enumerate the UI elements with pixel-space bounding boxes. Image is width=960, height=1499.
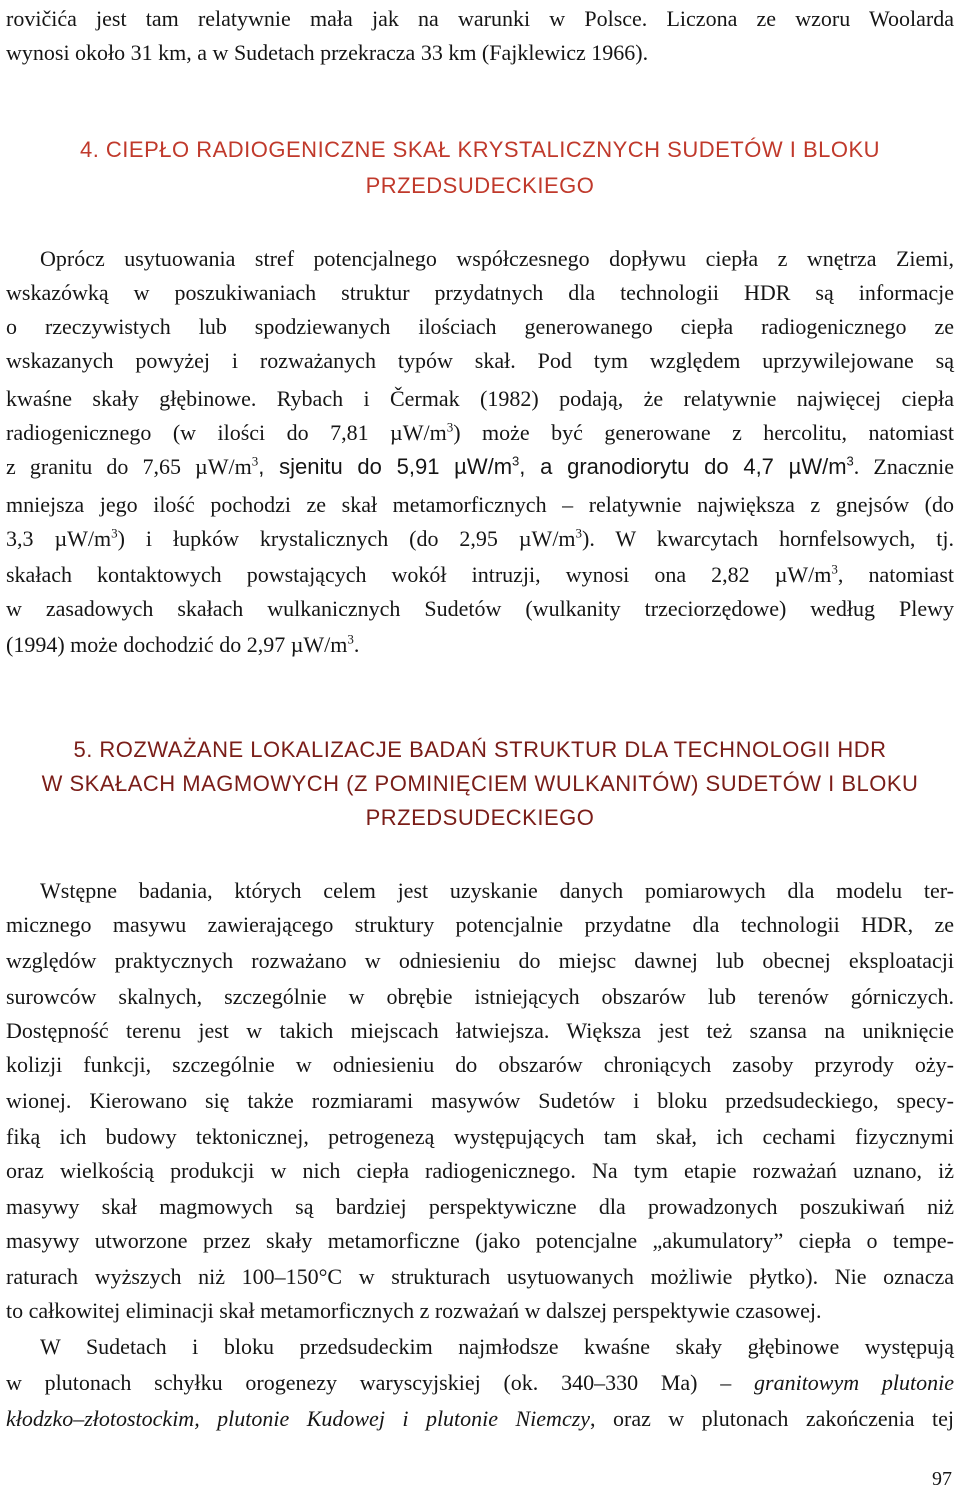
- s4-line-2: wskazówką w poszukiwaniach struktur przydatnych dla technologii HDR są informacje: [6, 280, 954, 305]
- s4-line-9-c: ). W kwarcytach hornfelsowych, tj.: [582, 526, 954, 551]
- superscript-3: 3: [251, 453, 259, 469]
- s4-line-6-b: ) może być generowane z hercolitu, natomiast: [453, 420, 954, 445]
- s5-p2-line-1: W Sudetach i bloku przedsudeckim najmłodsze kwaśne skały głębinowe występują: [40, 1334, 954, 1359]
- superscript-3: 3: [831, 561, 838, 577]
- s4-line-7-c: , a granodiorytu do 4,7 µW/m: [519, 454, 847, 479]
- section-5-heading-line-3: PRZEDSUDECKIEGO: [365, 805, 595, 830]
- superscript-3: 3: [512, 453, 520, 469]
- s4-line-9-a: 3,3 µW/m: [6, 526, 112, 551]
- section-5-heading-line-2: W SKAŁACH MAGMOWYCH (Z POMINIĘCIEM WULKANITÓW) SUDETÓW I BLOKU: [41, 771, 919, 796]
- s4-line-10: [6, 558, 954, 592]
- s4-line-10-b: , natomiast: [837, 562, 954, 587]
- section-4-heading-line-2: PRZEDSUDECKIEGO: [365, 173, 595, 198]
- s5-p1-line-6: kolizji funkcji, szczególnie w odniesieniu do obszarów chroniących zasoby przyrody oży-: [6, 1052, 954, 1077]
- s4-line-6: [6, 416, 954, 450]
- superscript-3: 3: [111, 525, 118, 541]
- s5-p1-line-3: względów praktycznych rozważano w odniesieniu do miejsc dawnej lub obecnej eksploatacji: [6, 948, 954, 973]
- s5-p1-line-12: raturach wyższych niż 100–150°C w strukturach usytuowanych możliwie płytko). Nie oznacza: [6, 1264, 954, 1289]
- superscript-3: 3: [575, 525, 583, 541]
- s5-p2-line-3-b: , oraz w plutonach zakończenia tej: [590, 1406, 955, 1431]
- s4-line-11: w zasadowych skałach wulkanicznych Sudetów (wulkanity trzeciorzędowe) według Plewy: [6, 596, 954, 621]
- s4-line-12: [6, 628, 954, 662]
- s4-line-8: mniejsza jego ilość pochodzi ze skał metamorficznych – relatywnie największa z gnejsów (do: [6, 492, 954, 517]
- section-4-heading-line-1: 4. CIEPŁO RADIOGENICZNE SKAŁ KRYSTALICZNYCH SUDETÓW I BLOKU: [79, 137, 881, 162]
- s5-p2-line-3-italic: kłodzko–złotostockim, plutonie Kudowej i plutonie Niemczy: [6, 1406, 591, 1431]
- s5-p2-line-2-italic: granitowym plutonie: [754, 1370, 954, 1395]
- s5-p1-line-7: wionej. Kierowano się także rozmiarami masywów Sudetów i bloku przedsudeckiego, specy-: [6, 1088, 954, 1113]
- s5-p1-line-1: Wstępne badania, których celem jest uzyskanie danych pomiarowych dla modelu ter-: [40, 878, 954, 903]
- s4-line-9: [6, 522, 954, 556]
- superscript-3: 3: [347, 631, 354, 647]
- section-5-heading-line-1: 5. ROZWAŻANE LOKALIZACJE BADAŃ STRUKTUR DLA TECHNOLOGII HDR: [73, 737, 887, 762]
- s5-p1-line-13: to całkowitej eliminacji skał metamorficznych z rozważań w dalszej perspektywie czasowej.: [6, 1298, 822, 1323]
- s5-p1-line-2: micznego masywu zawierającego struktury potencjalnie przydatne dla technologii HDR, ze: [6, 912, 954, 937]
- s4-line-9-b: ) i łupków krystalicznych (do 2,95 µW/m: [117, 526, 576, 551]
- s4-line-7-b: , sjenitu do 5,91 µW/m: [258, 454, 513, 479]
- s5-p1-line-5: Dostępność terenu jest w takich miejscach łatwiejsza. Większa jest też szansa na uniknięcie: [6, 1018, 954, 1043]
- intro-line-1: rovičića jest tam relatywnie mała jak na warunki w Polsce. Liczona ze wzoru Woolarda: [6, 6, 954, 31]
- s4-line-5: kwaśne skały głębinowe. Rybach i Čermak (1982) podają, że relatywnie najwięcej ciepła: [6, 386, 954, 411]
- s5-p1-line-10: masywy skał magmowych są bardziej perspektywiczne dla prowadzonych poszukiwań niż: [6, 1194, 954, 1219]
- s4-line-12-b: .: [353, 632, 360, 657]
- s5-p2-line-2: [6, 1366, 954, 1400]
- superscript-3: 3: [446, 419, 454, 435]
- s5-p2-line-2-a: w plutonach schyłku orogenezy waryscyjskiej (ok. 340–330 Ma) –: [6, 1370, 755, 1395]
- s4-line-4: wskazanych powyżej i rozważanych typów skał. Pod tym względem uprzywilejowane są: [6, 348, 954, 373]
- s4-line-7-d: . Znacznie: [853, 454, 954, 479]
- s5-p1-line-4: surowców skalnych, szczególnie w obrębie istniejących obszarów lub terenów górniczych.: [6, 984, 954, 1009]
- superscript-3: 3: [846, 453, 854, 469]
- s4-line-3: o rzeczywistych lub spodziewanych ilościach generowanego ciepła radiogenicznego ze: [6, 314, 954, 339]
- intro-line-2: wynosi około 31 km, a w Sudetach przekracza 33 km (Fajklewicz 1966).: [6, 40, 649, 65]
- page-number: 97: [932, 1468, 952, 1490]
- s4-line-7: [6, 450, 954, 484]
- s5-p1-line-9: oraz wielkością produkcji w nich ciepła radiogenicznego. Na tym etapie rozważań uznano, iż: [6, 1158, 954, 1183]
- s4-line-12-a: (1994) może dochodzić do 2,97 µW/m: [6, 632, 348, 657]
- s5-p1-line-8: fiką ich budowy tektonicznej, petrogenezą występujących tam skał, ich cechami fizycznymi: [6, 1124, 954, 1149]
- s4-line-7-a: z granitu do 7,65 µW/m: [6, 454, 252, 479]
- s4-line-10-a: skałach kontaktowych powstających wokół intruzji, wynosi ona 2,82 µW/m: [6, 562, 832, 587]
- s4-line-6-a: radiogenicznego (w ilości do 7,81 µW/m: [6, 420, 447, 445]
- s4-line-1: Oprócz usytuowania stref potencjalnego współczesnego dopływu ciepła z wnętrza Ziemi,: [40, 246, 954, 271]
- s5-p1-line-11: masywy utworzone przez skały metamorficzne (jako potencjalne „akumulatory” ciepła o tempe-: [6, 1228, 954, 1253]
- s5-p2-line-3: [6, 1402, 954, 1436]
